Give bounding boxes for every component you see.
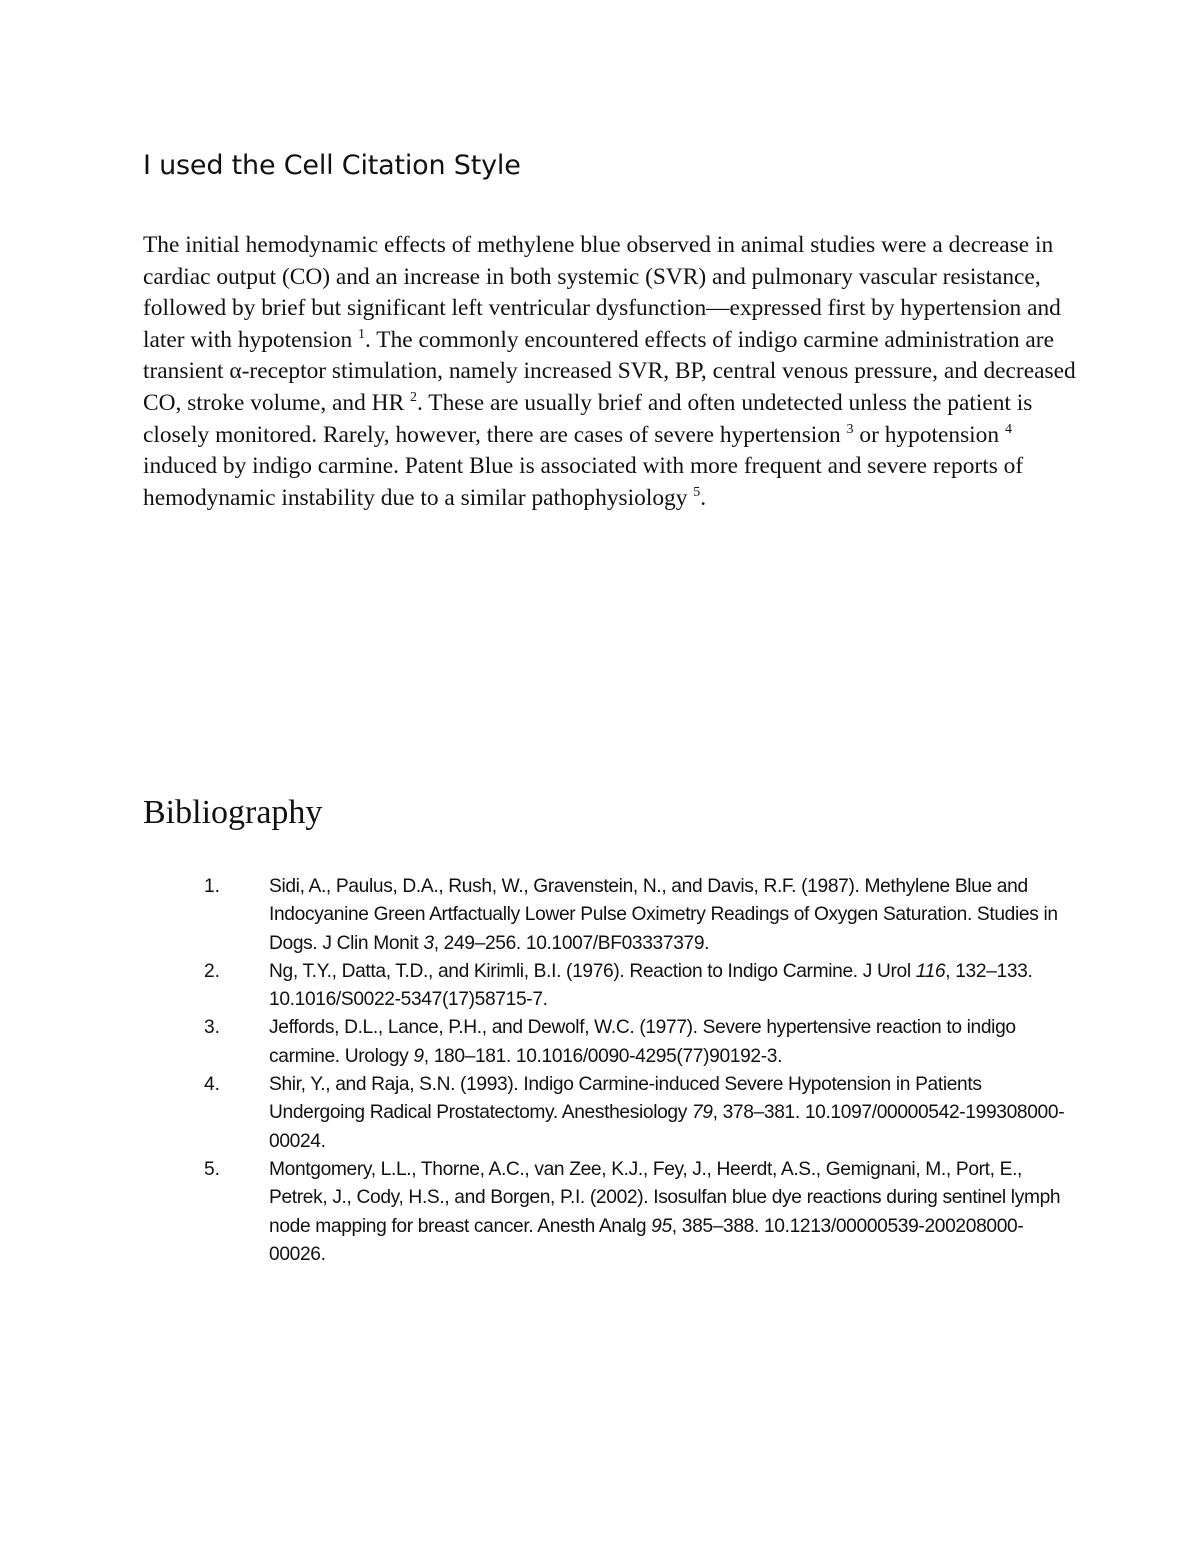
reference-number: 5.: [204, 1158, 221, 1180]
reference-segment: Sidi, A., Paulus, D.A., Rush, W., Gravenstein, N., and Davis, R.F. (1987). Methylene Blue and Indocyanine Green Artfactually Lower Pulse Oximetry Readings of Oxygen Saturation. Studies in Dogs. J Clin Monit: [269, 876, 1058, 954]
reference-text: [269, 873, 1069, 958]
citation-superscript: 3: [846, 421, 854, 437]
paragraph-text: . These are usually brief and often undetected unless the patient is closely monitored. Rarely, however, there are cases of severe hypertension: [143, 389, 1033, 448]
paragraph-text: . The commonly encountered effects of indigo carmine administration are transient α-receptor stimulation, namely increased SVR, BP, central venous pressure, and decreased CO, stroke volume, and HR: [143, 326, 1076, 416]
reference-item: [0, 958, 1069, 1015]
reference-item: [0, 873, 1069, 958]
citation-superscript: 2: [410, 389, 418, 405]
reference-item: [0, 1014, 1069, 1071]
reference-volume: 95: [651, 1215, 672, 1237]
reference-segment: Ng, T.Y., Datta, T.D., and Kirimli, B.I. (1976). Reaction to Indigo Carmine. J Urol: [269, 960, 916, 982]
citation-superscript: 5: [693, 484, 701, 500]
reference-item: [0, 1156, 1069, 1269]
reference-text: [269, 1156, 1069, 1269]
reference-volume: 3: [423, 932, 434, 954]
reference-text: [269, 1014, 1069, 1071]
reference-segment: Montgomery, L.L., Thorne, A.C., van Zee, K.J., Fey, J., Heerdt, A.S., Gemignani, M., Port, E., Petrek, J., Cody, H.S., and Borgen, P.I. (2002). Isosulfan blue dye reactions during sentinel lymph node mapping for breast cancer. Anesth Analg: [269, 1158, 1061, 1237]
page-heading: I used the Cell Citation Style: [143, 150, 521, 181]
bibliography-title: Bibliography: [143, 794, 323, 831]
reference-segment: Jeffords, D.L., Lance, P.H., and Dewolf, W.C. (1977). Severe hypertensive reaction to indigo carmine. Urology: [269, 1017, 1016, 1067]
reference-segment: , 132–133. 10.1016/S0022-5347(17)58715-7.: [269, 960, 1033, 1011]
reference-volume: 79: [691, 1102, 713, 1124]
reference-number: 4.: [204, 1074, 221, 1096]
reference-segment: , 180–181. 10.1016/0090-4295(77)90192-3.: [423, 1045, 783, 1067]
reference-volume: 9: [413, 1045, 424, 1067]
reference-list: [0, 873, 1200, 1269]
reference-item: [0, 1071, 1069, 1156]
paragraph-text: .: [700, 484, 707, 511]
body-paragraph: [143, 230, 1083, 514]
reference-number: 3.: [204, 1017, 221, 1039]
reference-segment: , 378–381. 10.1097/00000542-199308000-00024.: [269, 1102, 1065, 1152]
citation-superscript: 1: [358, 326, 366, 342]
reference-number: 1.: [204, 876, 221, 897]
reference-number: 2.: [204, 960, 221, 982]
reference-text: [269, 958, 1069, 1015]
reference-volume: 116: [915, 960, 946, 982]
reference-segment: Shir, Y., and Raja, S.N. (1993). Indigo Carmine-induced Severe Hypotension in Patients Undergoing Radical Prostatectomy. Anesthesiology: [269, 1074, 982, 1124]
reference-text: [269, 1071, 1069, 1156]
paragraph-text: The initial hemodynamic effects of methylene blue observed in animal studies were a decrease in cardiac output (CO) and an increase in both systemic (SVR) and pulmonary vascular resistance, followed by brief but significant left ventricular dysfunction—expressed first by hypertension and later with hypotension: [143, 232, 1061, 353]
citation-superscript: 4: [1004, 421, 1012, 437]
paragraph-text: induced by indigo carmine. Patent Blue is associated with more frequent and severe reports of hemodynamic instability due to a similar pathophysiology: [143, 453, 1024, 511]
paragraph-text: or hypotension: [853, 421, 1005, 448]
reference-segment: , 249–256. 10.1007/BF03337379.: [433, 932, 710, 954]
reference-segment: , 385–388. 10.1213/00000539-200208000-00026.: [269, 1215, 1024, 1265]
